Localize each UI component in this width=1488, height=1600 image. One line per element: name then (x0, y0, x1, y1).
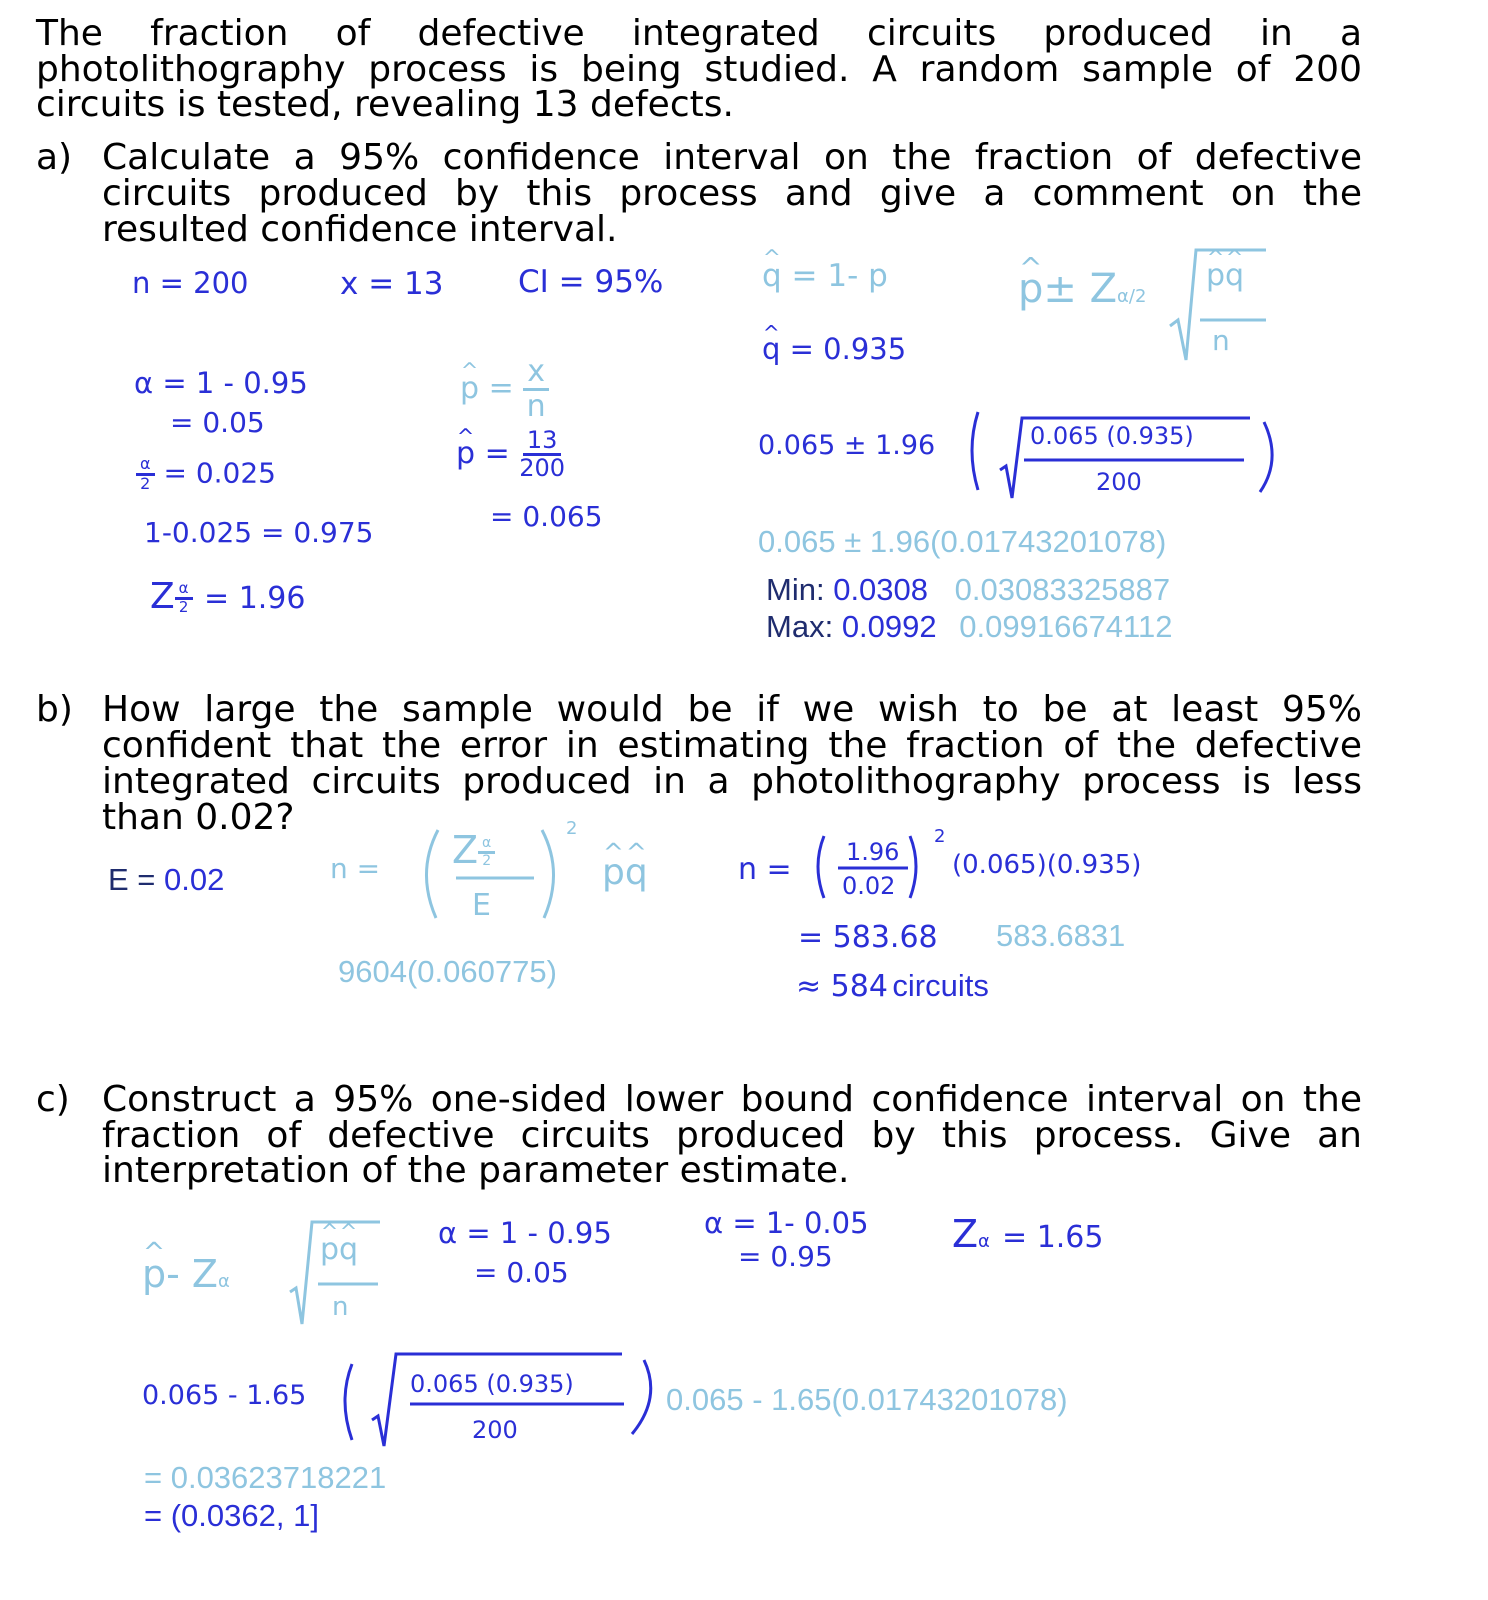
n-formula-lhs: n = (330, 852, 381, 885)
phat-formula: ^ p = $\frac{x}{n}$ (460, 356, 549, 422)
problem-line-1 (36, 13, 1362, 54)
qhat-symbol: ^ q (762, 258, 782, 294)
n-sub-lhs: n = (738, 852, 792, 887)
part-a-label: a) (36, 137, 73, 178)
calc-hint: 9604(0.060775) (338, 954, 557, 989)
qhat-value-rhs: = 0.935 (789, 332, 907, 366)
ci-substitution-lead: 0.065 ± 1.96 (758, 430, 936, 461)
given-ci: CI = 95% (518, 264, 664, 300)
c-substitution-numerator: 0.065 (0.935) (410, 1370, 574, 1398)
given-x: x = 13 (340, 266, 444, 302)
alpha-line-2: = 0.05 (170, 406, 265, 439)
max-full: 0.09916674112 (959, 609, 1173, 644)
problem-word: a (1339, 13, 1362, 54)
c-alpha-line-1: α = 1 - 0.95 (438, 1216, 612, 1250)
n-result-unit: circuits (892, 968, 989, 1003)
c-alpha-line-2: = 0.05 (474, 1256, 569, 1289)
error-value (108, 862, 224, 898)
max-label: Max: (766, 609, 834, 644)
problem-word: produced (1043, 13, 1213, 54)
part-a-line-1: Calculate a 95% confidence interval on the fraction of defective (102, 137, 1362, 178)
problem-line-2: photolithography process is being studied. A random sample of 200 (36, 49, 1362, 90)
alpha-subscript: α (217, 1271, 230, 1292)
phat-numerator: x (523, 356, 549, 391)
min-label: Min: (766, 572, 825, 607)
part-a-line-3: resulted confidence interval. (102, 209, 618, 250)
ci-substitution-numerator: 0.065 (0.935) (1030, 422, 1194, 450)
problem-word: defective (417, 13, 585, 54)
c-substitution-lead: 0.065 - 1.65 (142, 1380, 307, 1411)
problem-word: fraction (150, 13, 289, 54)
one-minus-alpha-half: 1-0.025 = 0.975 (144, 516, 374, 549)
qhat-symbol: ^ q (762, 332, 780, 366)
c-substitution-denominator: 200 (472, 1416, 518, 1444)
phat-value: = 0.065 (490, 500, 603, 533)
alpha-half-subscript: α/2 (1117, 286, 1147, 307)
c-result-full: = 0.03623718221 (144, 1460, 387, 1495)
given-n: n = 200 (132, 266, 249, 300)
c-conf-line-1: α = 1- 0.05 (704, 1206, 869, 1240)
plus-minus-z: ± Z (1043, 266, 1118, 312)
n-result-raw: = 583.68 (798, 920, 938, 955)
lower-bound-denominator: n (332, 1292, 349, 1322)
phat-symbol: ^ p (142, 1252, 166, 1296)
z-alpha-half-value: = 1.96 (204, 581, 306, 616)
qhat-definition (762, 258, 888, 294)
c-typed-substitution: 0.065 - 1.65(0.01743201078) (666, 1382, 1068, 1417)
problem-word: in (1259, 13, 1293, 54)
alpha-line-1: α = 1 - 0.95 (134, 366, 308, 400)
minus-z: - Z (166, 1252, 218, 1296)
part-a-line-2: circuits produced by this process and give a comment on the (102, 173, 1362, 214)
part-c-label: c) (36, 1079, 70, 1120)
ci-formula-numerator: ^ p^ q (1206, 258, 1244, 293)
problem-word: of (335, 13, 371, 54)
phat-substitution: ^ p = $\frac{13}{200}$ (456, 428, 565, 481)
n-sub-exponent: 2 (934, 826, 946, 847)
ci-max-row (766, 609, 1172, 645)
n-result-rounded-row (796, 968, 989, 1004)
n-sub-denominator: 0.02 (842, 872, 896, 900)
qhat-value (762, 332, 906, 366)
ci-substitution-denominator: 200 (1096, 468, 1142, 496)
n-result-rounded: ≈ 584 (796, 969, 888, 1004)
c-conf-line-2: = 0.95 (738, 1240, 833, 1273)
problem-word: circuits (866, 13, 997, 54)
ci-typed-line: 0.065 ± 1.96(0.01743201078) (758, 524, 1167, 559)
equals-sign: = (488, 370, 514, 406)
n-sub-numerator: 1.96 (846, 838, 900, 866)
part-b-label: b) (36, 689, 73, 730)
n-result-full: 583.6831 (996, 918, 1126, 953)
c-z-value: = 1.65 (1002, 1220, 1104, 1255)
n-formula-z: Z $\frac{\alpha}{2}$ (452, 828, 495, 872)
n-formula-pq: ^ p^ q (602, 852, 648, 893)
c-z-alpha: Zα = 1.65 (952, 1212, 1104, 1256)
max-rounded: 0.0992 (841, 609, 937, 644)
part-c-line-3: interpretation of the parameter estimate. (102, 1150, 850, 1191)
ci-min-row (766, 572, 1170, 608)
lower-bound-numerator: ^ p^ q (320, 1232, 358, 1267)
phat-13: 13 (523, 428, 562, 456)
problem-word: The (36, 13, 103, 54)
n-formula-e: E (472, 888, 491, 923)
phat-denominator: n (526, 388, 546, 424)
qhat-def-rhs: = 1- p (791, 258, 888, 294)
min-rounded: 0.0308 (833, 572, 929, 607)
part-c-line-1: Construct a 95% one-sided lower bound confidence interval on the (102, 1079, 1362, 1120)
z-alpha-half: Z $\frac{\alpha}{2}$ = 1.96 (150, 576, 306, 617)
lower-bound-formula (142, 1252, 230, 1296)
part-c-line-2: fraction of defective circuits produced by this process. Give an (102, 1115, 1362, 1156)
n-sub-rest: (0.065)(0.935) (952, 850, 1142, 880)
ci-formula-denominator: n (1212, 324, 1230, 357)
c-result-interval: = (0.0362, 1] (144, 1498, 319, 1533)
error-number: 0.02 (164, 862, 225, 897)
alpha-half-value: = 0.025 (163, 456, 276, 490)
n-formula-exponent: 2 (566, 818, 578, 839)
error-label: E = (108, 862, 156, 897)
phat-200: 200 (519, 454, 566, 483)
part-b-line-4: than 0.02? (102, 797, 295, 838)
phat-symbol: ^ p (1018, 266, 1043, 312)
part-b-line-1: How large the sample would be if we wish to be at least 95% (102, 689, 1362, 730)
part-b-line-3: integrated circuits produced in a photolithography process is less (102, 761, 1362, 802)
ci-formula (1018, 266, 1146, 312)
problem-line-3: circuits is tested, revealing 13 defects. (36, 84, 734, 125)
problem-word: integrated (631, 13, 820, 54)
min-full: 0.03083325887 (954, 572, 1171, 607)
part-b-line-2: confident that the error in estimating the fraction of the defective (102, 725, 1362, 766)
alpha-half: $\frac{\alpha}{2}$ = 0.025 (136, 456, 276, 493)
